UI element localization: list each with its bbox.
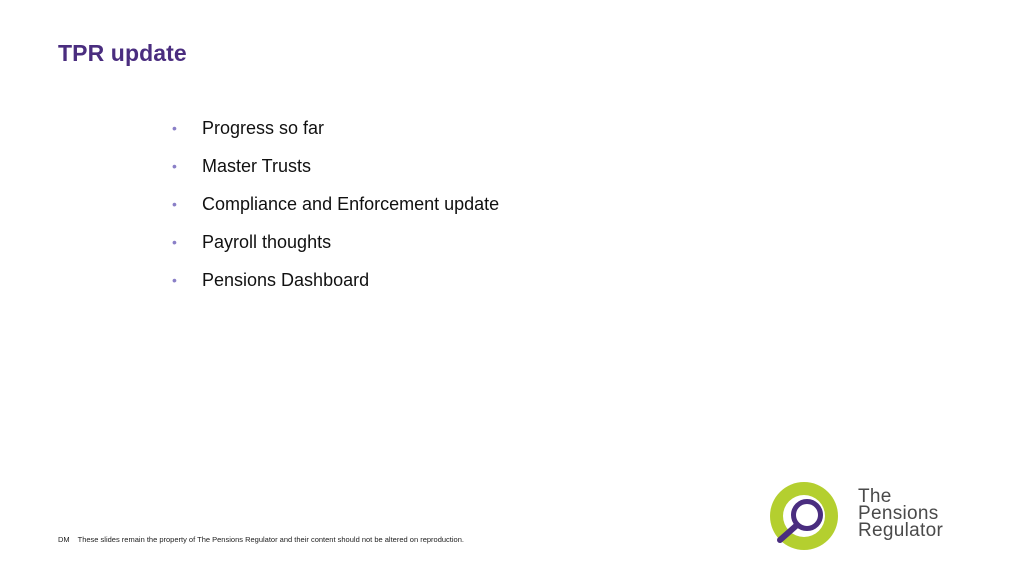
footer-text: These slides remain the property of The Pensions Regulator and their content should not be altered on reproduction. (77, 535, 464, 544)
bullet-text: Compliance and Enforcement update (202, 194, 500, 214)
bullet-item (170, 115, 499, 153)
logo-line-2: Pensions (858, 503, 939, 524)
logo-line-3: Regulator (858, 520, 944, 541)
bullet-icon: • (172, 120, 177, 136)
footer-disclaimer (58, 535, 464, 544)
logo-line-1: The (858, 486, 892, 507)
bullet-text: Pensions Dashboard (202, 270, 370, 290)
logo-wordmark (858, 488, 943, 539)
bullet-icon: • (172, 158, 177, 174)
bullet-icon: • (172, 272, 177, 288)
bullet-text: Payroll thoughts (202, 232, 332, 252)
footer-code: DM (58, 535, 70, 544)
magnifying-glass-icon (762, 482, 852, 552)
pensions-regulator-logo (762, 482, 992, 552)
bullet-icon: • (172, 196, 177, 212)
bullet-item (170, 267, 499, 305)
bullet-item (170, 229, 499, 267)
bullet-text: Master Trusts (202, 156, 312, 176)
bullet-item (170, 153, 499, 191)
bullet-icon: • (172, 234, 177, 250)
slide-title: TPR update (58, 40, 187, 66)
bullet-text: Progress so far (202, 118, 325, 138)
bullet-list (170, 115, 499, 305)
bullet-item (170, 191, 499, 229)
